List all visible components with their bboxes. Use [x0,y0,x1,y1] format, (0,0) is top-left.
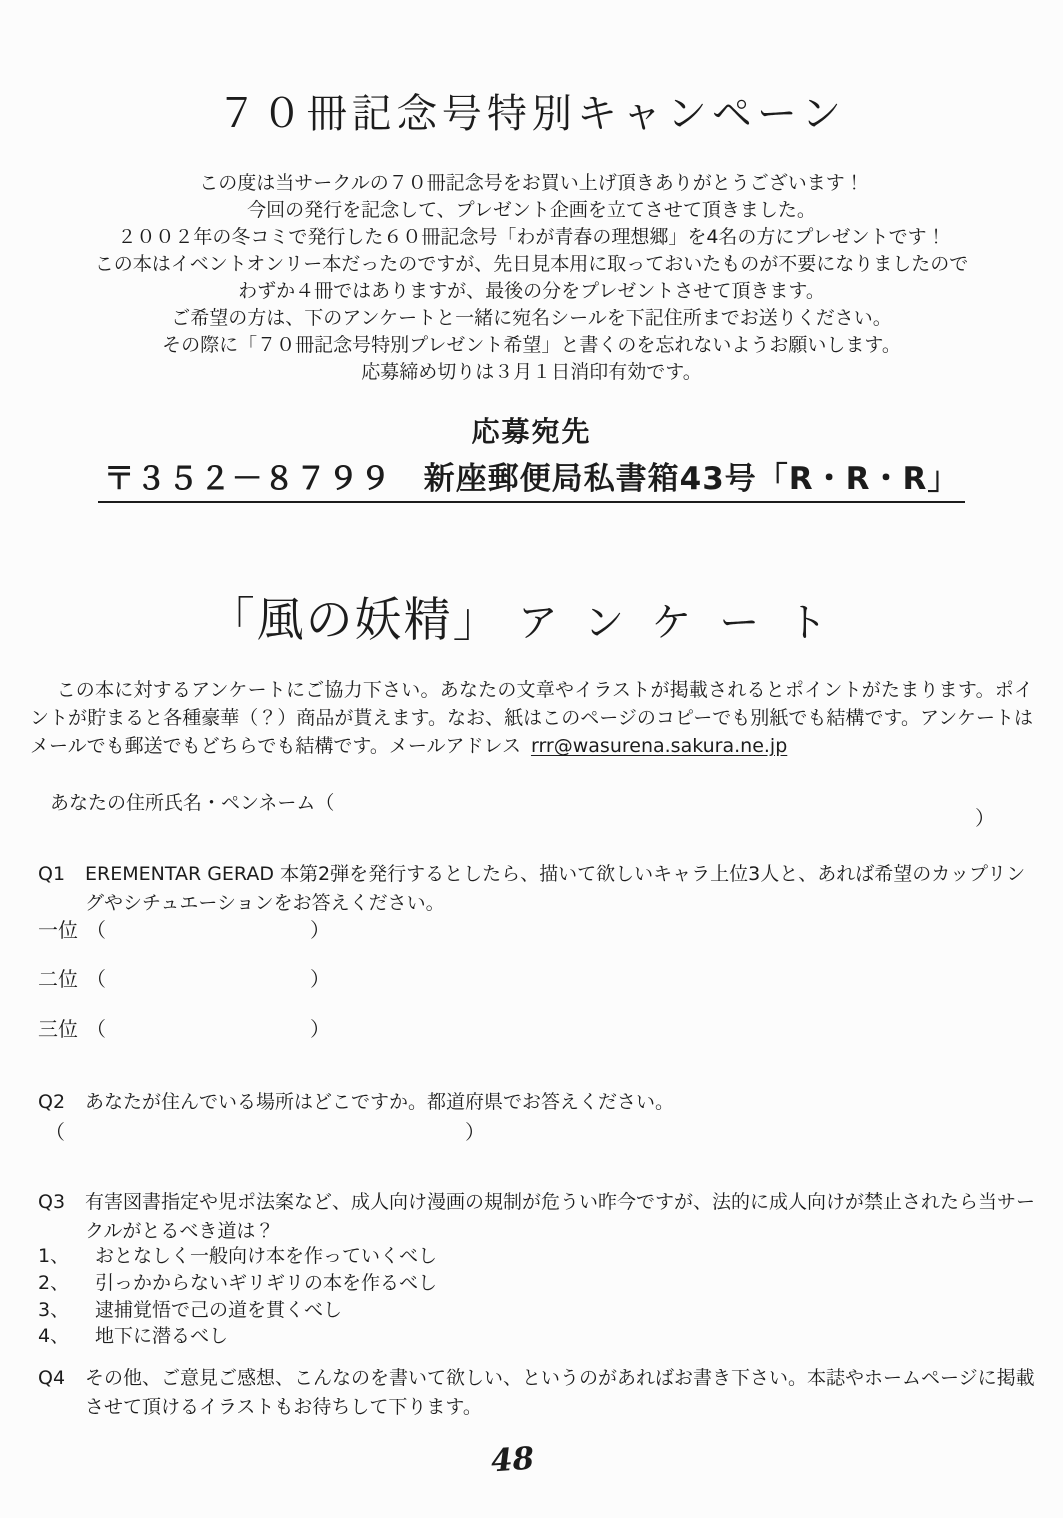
application-heading: 応募宛先 [471,415,592,448]
question-q1-label: Q1 [38,863,66,885]
q1-rank-3-blank [38,1013,330,1042]
q3-option-1 [38,1243,437,1269]
question-q2-label: Q2 [38,1091,66,1113]
question-q1-text: EREMENTAR GERAD 本第2弾を発行するとしたら、描いて欲しいキャラ上位3人と、あれば希望のカップリングやシチュエーションをお答えください。 [85,863,1026,914]
rank-3-open-paren: （ [86,1017,106,1041]
page-number: 48 [489,1440,536,1480]
rank-2-open-paren: （ [86,967,106,991]
rank-2-close-paren: ） [310,967,330,991]
q1-rank-1-blank [38,914,330,943]
campaign-line: その際に「７０冊記念号特別プレゼント希望」と書くのを忘れないようお願いします。 [162,334,901,356]
campaign-line: わずか４冊ではありますが、最後の分をプレゼントさせて頂きます。 [238,280,825,302]
question-q4-label: Q4 [38,1367,66,1389]
q3-option-1-text: おとなしく一般向け本を作っていくべし [95,1245,438,1267]
question-q2-text: あなたが住んでいる場所はどこですか。都道府県でお答えください。 [85,1091,675,1113]
rank-3-close-paren: ） [310,1017,330,1041]
campaign-line: ２００２年の冬コミで発行した６０冊記念号「わが青春の理想郷」を4名の方にプレゼントです！ [117,226,946,248]
rank-1-label: 一位 （ [38,918,106,942]
q2-answer-blank [45,1116,485,1145]
application-address-row [0,453,1063,503]
campaign-line: 今回の発行を記念して、プレゼント企画を立てさせて頂きました。 [247,199,816,221]
question-q3-label: Q3 [38,1191,66,1213]
name-field-label: あなたの住所氏名・ペンネーム（ [50,792,335,814]
rank-3-label: 三位 （ [38,1017,106,1041]
campaign-line: ご希望の方は、下のアンケートと一緒に宛名シールを下記住所までお送りください。 [171,307,892,329]
survey-intro-text: この本に対するアンケートにご協力下さい。あなたの文章やイラストが掲載されるとポイントがたまります。ポイントが貯まると各種豪華（？）商品が貰えます。なお、紙はこのページのコピーでも別紙でも結構です。アンケートはメールでも郵送でもどちらでも結構です。メールアドレス [30,679,1033,757]
q3-option-4-text: 地下に潜るべし [95,1325,229,1347]
survey-heading-series-title: 「風の妖精」 [207,593,502,648]
application-address: 〒３５２－８７９９ 新座郵便局私書箱43号「R・R・R」 [98,453,966,503]
question-q3 [38,1188,1035,1246]
q3-option-2-number: 2、 [38,1272,70,1294]
email-address: rrr@wasurena.sakura.ne.jp [530,735,788,757]
question-q3-text: 有害図書指定や児ポ法案など、成人向け漫画の規制が危うい昨今ですが、法的に成人向けが禁止されたら当サークルがとるべき道は？ [85,1191,1036,1242]
question-q4 [38,1364,1035,1422]
campaign-line: この度は当サークルの７０冊記念号をお買い上げ頂きありがとうございます！ [199,172,864,194]
campaign-paragraph [0,170,1063,386]
rank-1-close-paren: ） [310,918,330,942]
q2-open-paren: （ [45,1120,65,1144]
q3-option-2 [38,1270,437,1296]
page-title: ７０冊記念号特別キャンペーン [216,91,847,137]
campaign-line: 応募締め切りは３月１日消印有効です。 [361,361,702,383]
q3-option-3 [38,1297,342,1323]
question-q4-text: その他、ご意見ご感想、こんなのを書いて欲しい、というのがあればお書き下さい。本誌やホームページに掲載させて頂けるイラストもお待ちして下ります。 [85,1367,1035,1418]
q3-option-4 [38,1323,228,1349]
q3-option-3-number: 3、 [38,1299,70,1321]
q3-option-2-text: 引っかからないギリギリの本を作るべし [95,1272,438,1294]
survey-intro-paragraph [30,676,1033,760]
q3-option-1-number: 1、 [38,1245,70,1267]
campaign-line: この本はイベントオンリー本だったのですが、先日見本用に取っておいたものが不要になりましたので [94,253,969,275]
rank-1-open-paren: （ [86,918,106,942]
name-field-close-paren: ） [975,806,995,830]
survey-heading [0,583,1063,650]
survey-heading-label: アンケート [517,600,856,646]
q1-rank-2-blank [38,963,330,992]
q3-option-4-number: 4、 [38,1325,70,1347]
q2-close-paren: ） [465,1120,485,1144]
question-q1 [38,860,1035,918]
question-q2 [38,1088,1035,1117]
rank-2-label: 二位 （ [38,967,106,991]
q3-option-3-text: 逮捕覚悟で己の道を貫くべし [95,1299,343,1321]
